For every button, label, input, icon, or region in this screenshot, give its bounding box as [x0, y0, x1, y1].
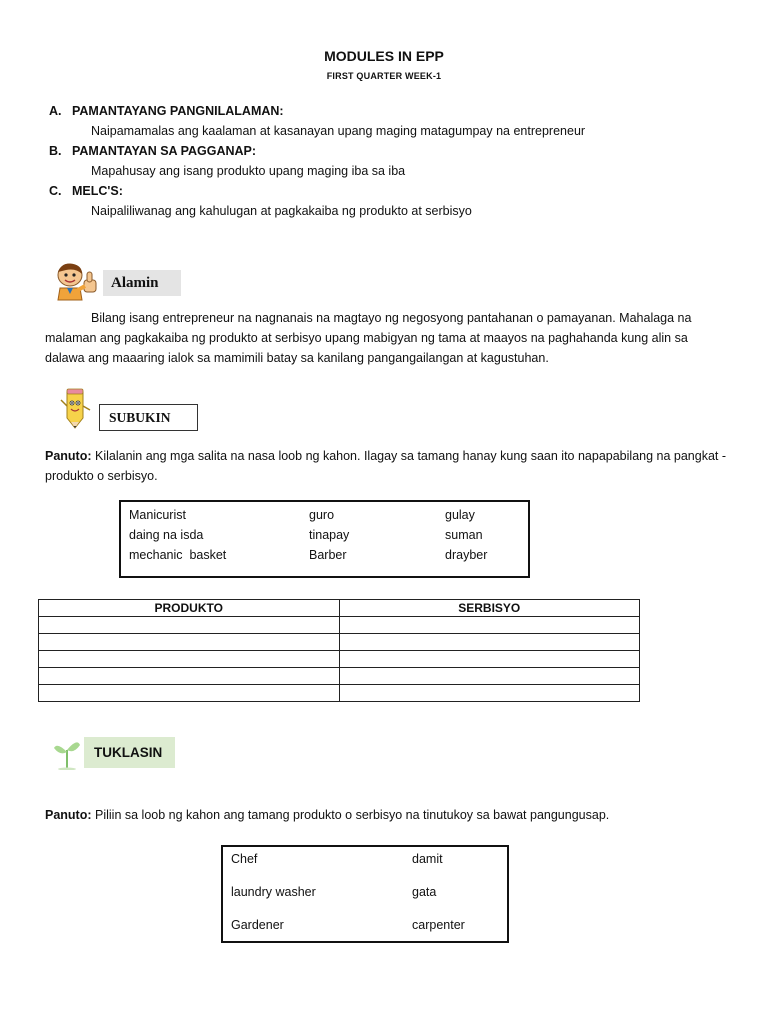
- word-item: mechanic basket: [129, 548, 227, 562]
- table-row: [39, 617, 640, 634]
- table-cell[interactable]: [39, 668, 340, 685]
- table-cell[interactable]: [39, 617, 340, 634]
- alamin-text-line-1: Bilang isang entrepreneur na nagnanais na magtayo ng negosyong pantahanan o pamayanan. Mahalaga na: [91, 311, 692, 325]
- page-subtitle: FIRST QUARTER WEEK-1: [326, 71, 442, 81]
- subukin-instruction-label: Panuto:: [45, 449, 92, 463]
- table-row: [39, 685, 640, 702]
- section-b-letter: B.: [49, 144, 62, 158]
- table-row: [39, 668, 640, 685]
- section-b-body: Mapahusay ang isang produkto upang maging iba sa iba: [91, 164, 406, 178]
- word-item: Manicurist: [129, 508, 186, 522]
- page-title: MODULES IN EPP: [324, 48, 444, 64]
- table-row: [39, 651, 640, 668]
- word-item: gulay: [445, 508, 475, 522]
- word-item: laundry washer: [231, 885, 316, 899]
- subukin-instruction-line-2: produkto o serbisyo.: [45, 469, 158, 483]
- table-cell[interactable]: [339, 668, 640, 685]
- subukin-instruction-line-1: [45, 446, 726, 466]
- tuklasin-instruction-label: Panuto:: [45, 808, 92, 822]
- tuklasin-instruction: [45, 805, 609, 825]
- word-item: daing na isda: [129, 528, 204, 542]
- table-header-row: [39, 600, 640, 617]
- word-item: Gardener: [231, 918, 284, 932]
- word-item: suman: [445, 528, 483, 542]
- produkto-serbisyo-table: [38, 599, 640, 702]
- tuklasin-instruction-text: Piliin sa loob ng kahon ang tamang produkto o serbisyo na tinutukoy sa bawat pangungusap.: [91, 808, 610, 822]
- table-cell[interactable]: [339, 685, 640, 702]
- word-item: gata: [412, 885, 437, 899]
- word-item: drayber: [445, 548, 488, 562]
- section-a-body: Naipamamalas ang kaalaman at kasanayan upang maging matagumpay na entrepreneur: [91, 124, 586, 138]
- tuklasin-word-box: [221, 845, 509, 943]
- section-c-heading: MELC'S:: [72, 184, 123, 198]
- pencil-mascot-icon: [57, 388, 95, 432]
- word-item: Barber: [309, 548, 347, 562]
- word-item: guro: [309, 508, 335, 522]
- table-cell[interactable]: [39, 634, 340, 651]
- alamin-text-line-3: dalawa ang maaaring ialok sa mamimili batay sa kanilang pangangailangan at kagustuhan.: [45, 351, 549, 365]
- table-header-produkto: PRODUKTO: [39, 600, 340, 617]
- boy-thumbs-up-icon: [52, 262, 104, 302]
- table-header-serbisyo: SERBISYO: [339, 600, 640, 617]
- section-b-heading: PAMANTAYAN SA PAGGANAP:: [72, 144, 257, 158]
- section-a-letter: A.: [49, 104, 62, 118]
- word-item: carpenter: [412, 918, 465, 932]
- table-cell[interactable]: [339, 617, 640, 634]
- table-cell[interactable]: [339, 651, 640, 668]
- subukin-instruction-text: Kilalanin ang mga salita na nasa loob ng kahon. Ilagay sa tamang hanay kung saan ito napapabilang na pangkat -: [91, 449, 727, 463]
- subukin-word-box: [119, 500, 530, 578]
- word-item: damit: [412, 852, 443, 866]
- word-item: tinapay: [309, 528, 350, 542]
- word-item: Chef: [231, 852, 258, 866]
- table-cell[interactable]: [339, 634, 640, 651]
- alamin-banner: Alamin: [103, 270, 181, 296]
- sprout-icon: [52, 736, 82, 770]
- tuklasin-banner: TUKLASIN: [84, 737, 175, 768]
- table-row: [39, 634, 640, 651]
- table-cell[interactable]: [39, 651, 340, 668]
- section-c-body: Naipaliliwanag ang kahulugan at pagkakaiba ng produkto at serbisyo: [91, 204, 472, 218]
- table-cell[interactable]: [39, 685, 340, 702]
- alamin-text-line-2: malaman ang pagkakaiba ng produkto at serbisyo upang mabigyan ng tama at maayos na paghahanda kung alin sa: [45, 331, 688, 345]
- subukin-banner: SUBUKIN: [99, 404, 198, 431]
- section-a-heading: PAMANTAYANG PANGNILALAMAN:: [72, 104, 284, 118]
- section-c-letter: C.: [49, 184, 62, 198]
